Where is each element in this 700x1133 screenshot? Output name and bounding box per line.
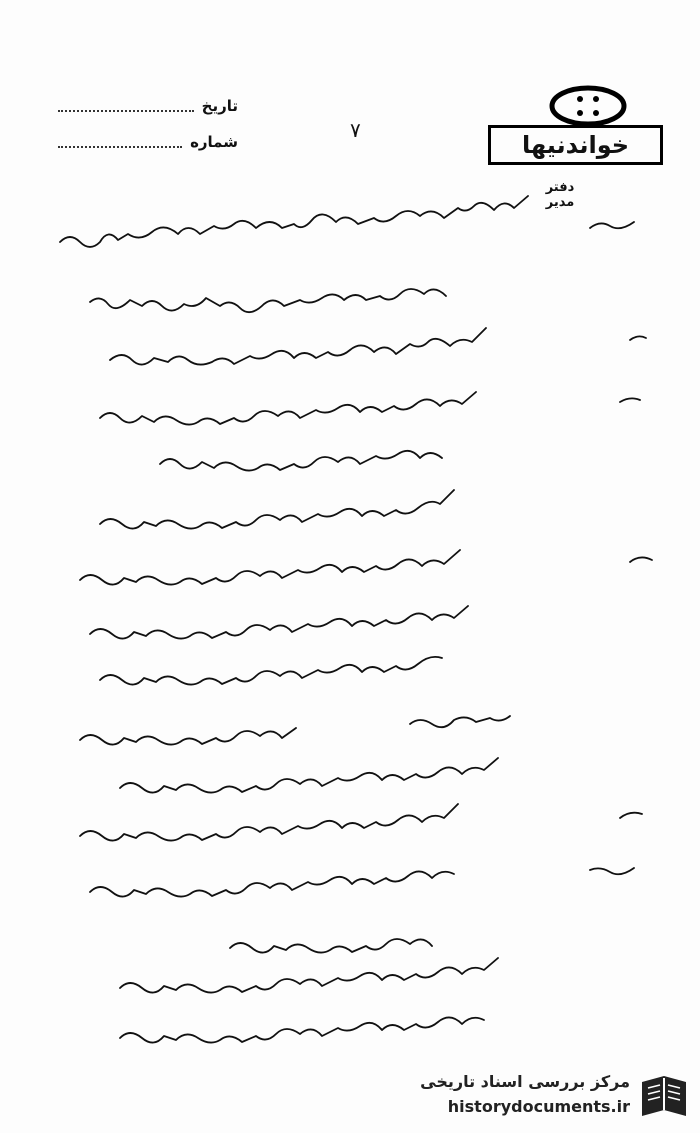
- handwritten-line: [30, 280, 670, 316]
- logo-emblem-icon: [548, 85, 628, 127]
- handwritten-line: [30, 868, 670, 904]
- publication-logo: [488, 85, 663, 170]
- handwritten-line: [30, 926, 670, 962]
- handwritten-line: [30, 964, 670, 1000]
- handwritten-line: [30, 336, 670, 372]
- number-field: [58, 130, 238, 154]
- handwritten-line: [30, 612, 670, 648]
- handwritten-line: [30, 500, 670, 536]
- date-dotted-line: [58, 110, 194, 112]
- number-dotted-line: [58, 146, 182, 148]
- archive-watermark: [415, 1072, 690, 1122]
- number-label: شماره: [190, 133, 238, 151]
- archive-name: مرکز بررسی اسناد تاریخی: [420, 1072, 630, 1091]
- handwritten-line: [30, 442, 670, 478]
- office-label: دفتر مدیر: [545, 180, 575, 210]
- handwritten-line: [30, 218, 670, 254]
- margin-mark: ٧: [350, 118, 361, 142]
- archive-url: historydocuments.ir: [447, 1097, 630, 1116]
- logo-wordmark: خواندنیها: [488, 125, 663, 165]
- handwritten-line: [30, 812, 670, 848]
- handwritten-line: [30, 556, 670, 592]
- archive-book-icon: [638, 1072, 690, 1122]
- date-field: [58, 94, 238, 118]
- handwritten-line: [30, 396, 670, 432]
- handwritten-line: [30, 658, 670, 694]
- handwritten-line: [30, 766, 670, 802]
- date-label: تاریخ: [201, 97, 238, 115]
- handwritten-line: [30, 716, 670, 752]
- handwritten-line: [30, 1014, 670, 1050]
